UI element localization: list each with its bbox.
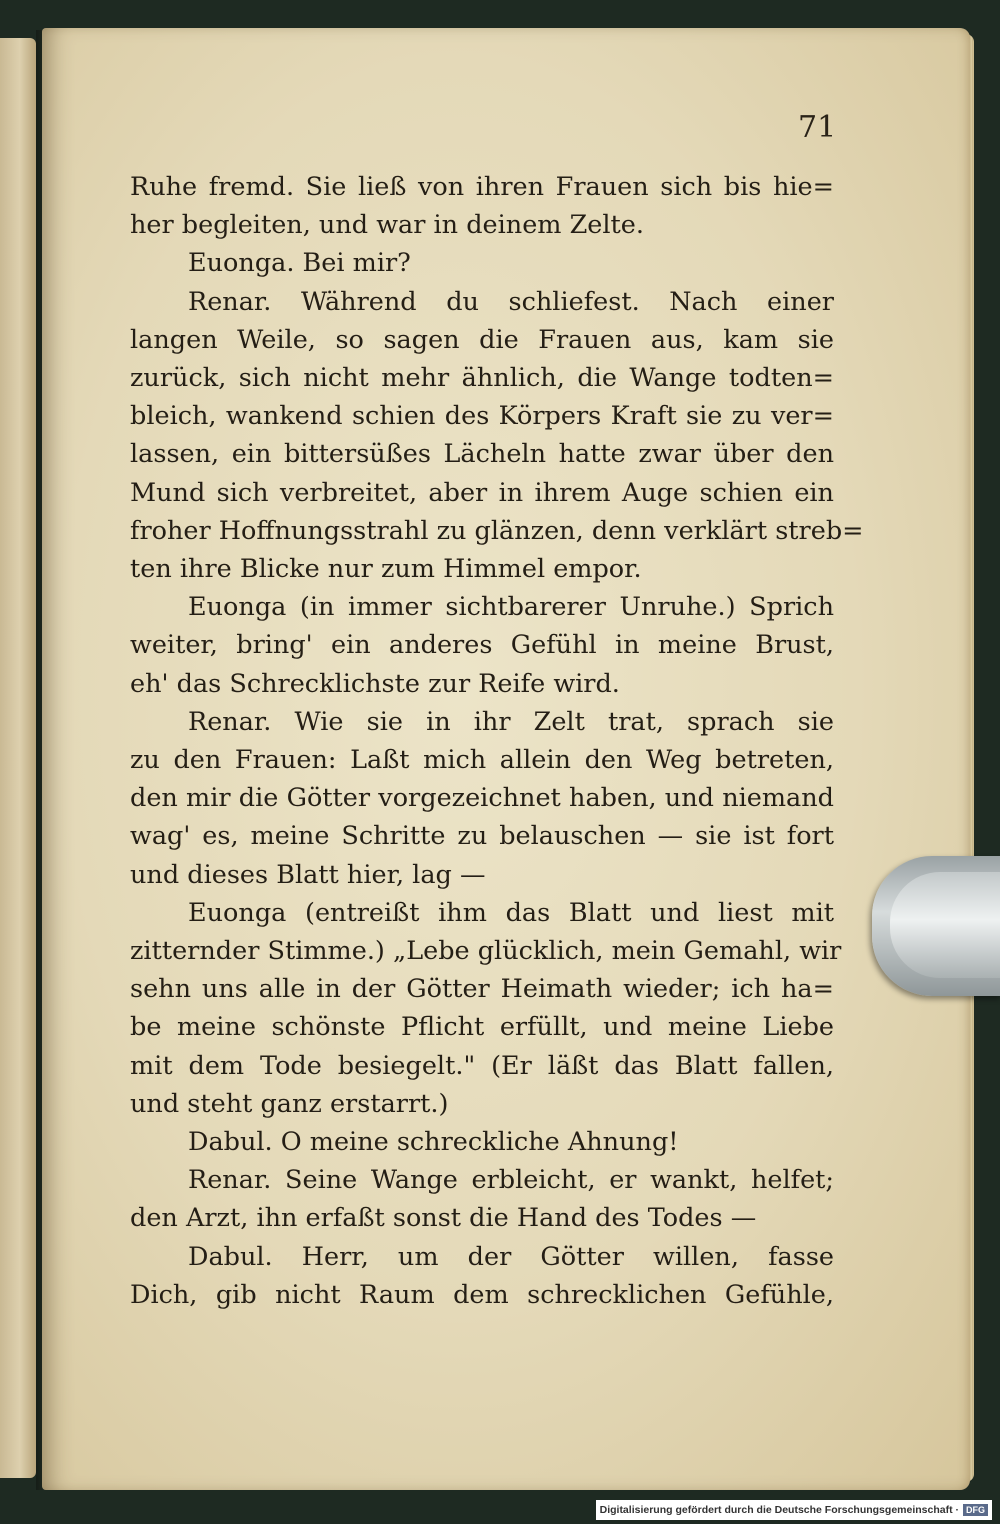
page-text xyxy=(130,168,864,1314)
text-line: den mir die Götter vorgezeichnet haben, und niemand xyxy=(130,783,834,814)
text-line: Dich, gib nicht Raum dem schrecklichen Gefühle, xyxy=(130,1279,834,1310)
text-line: lassen, ein bittersüßes Lächeln hatte zwar über den xyxy=(130,439,834,470)
text-line: und steht ganz erstarrt.) xyxy=(130,1088,449,1119)
text-line: froher Hoffnungsstrahl zu glänzen, denn verklärt streb= xyxy=(130,515,864,546)
text-line: eh' das Schrecklichste zur Reife wird. xyxy=(130,668,620,699)
text-line: und dieses Blatt hier, lag — xyxy=(130,859,486,890)
previous-page-edge xyxy=(0,38,36,1478)
text-line: Mund sich verbreitet, aber in ihrem Auge schien ein xyxy=(130,477,834,508)
text-line: ten ihre Blicke nur zum Himmel empor. xyxy=(130,554,642,585)
text-line: Euonga (entreißt ihm das Blatt und liest mit xyxy=(188,897,834,928)
text-line: zurück, sich nicht mehr ähnlich, die Wange todten= xyxy=(130,363,834,394)
text-line: Dabul. O meine schreckliche Ahnung! xyxy=(188,1127,679,1158)
footer-credit: Digitalisierung gefördert durch die Deutsche Forschungsgemeinschaft · xyxy=(599,1504,959,1516)
text-line: bleich, wankend schien des Körpers Kraft sie zu ver= xyxy=(130,401,834,432)
text-line: Dabul. Herr, um der Götter willen, fasse xyxy=(188,1241,834,1272)
text-line: Renar. Wie sie in ihr Zelt trat, sprach sie xyxy=(188,706,834,737)
text-line: Renar. Während du schliefest. Nach einer xyxy=(188,286,834,317)
text-line: Euonga. Bei mir? xyxy=(188,248,411,279)
text-line: sehn uns alle in der Götter Heimath wieder; ich ha= xyxy=(130,974,834,1005)
text-line: Renar. Seine Wange erbleicht, er wankt, helfet; xyxy=(188,1165,834,1196)
text-line: her begleiten, und war in deinem Zelte. xyxy=(130,210,644,241)
text-line: weiter, bring' ein anderes Gefühl in meine Brust, xyxy=(130,630,834,661)
text-line: wag' es, meine Schritte zu belauschen — sie ist fort xyxy=(130,821,834,852)
text-line: zu den Frauen: Laßt mich allein den Weg betreten, xyxy=(130,745,834,776)
dfg-logo: DFG xyxy=(963,1504,988,1516)
page-number: 71 xyxy=(798,110,837,145)
digitization-footer xyxy=(596,1500,992,1520)
text-line: zitternder Stimme.) „Lebe glücklich, mein Gemahl, wir xyxy=(130,936,842,967)
text-line: Euonga (in immer sichtbarerer Unruhe.) Sprich xyxy=(188,592,834,623)
text-line: Ruhe fremd. Sie ließ von ihren Frauen sich bis hie= xyxy=(130,172,834,202)
text-line: mit dem Tode besiegelt." (Er läßt das Blatt fallen, xyxy=(130,1050,834,1081)
text-line: langen Weile, so sagen die Frauen aus, kam sie xyxy=(130,324,834,355)
text-line: be meine schönste Pflicht erfüllt, und meine Liebe xyxy=(130,1012,834,1043)
page-clip xyxy=(872,856,1000,996)
text-line: den Arzt, ihn erfaßt sonst die Hand des Todes — xyxy=(130,1203,757,1234)
